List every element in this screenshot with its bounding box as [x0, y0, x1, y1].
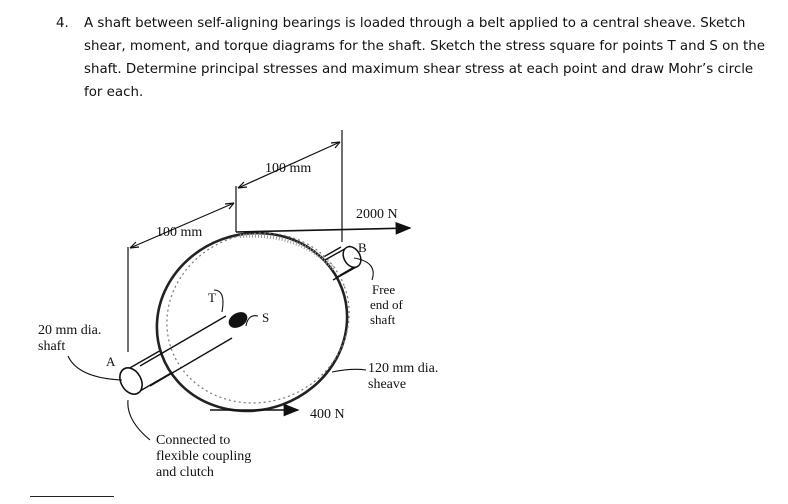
- sheave-dia-label-2: sheave: [368, 377, 407, 392]
- point-s-label: S: [262, 310, 270, 325]
- coupling-label-3: and clutch: [156, 465, 214, 480]
- force-arrow-2000n: [236, 228, 410, 232]
- footnote-rule: [30, 496, 114, 497]
- force-top-label: 2000 N: [356, 207, 398, 222]
- point-a-label: A: [106, 354, 116, 369]
- shaft-dia-label-1: 20 mm dia.: [38, 323, 102, 338]
- dim-left-label: 100 mm: [156, 225, 203, 240]
- shaft-dia-label-2: shaft: [38, 339, 66, 354]
- coupling-label-2: flexible coupling: [156, 449, 252, 464]
- point-t-label: T: [208, 290, 216, 305]
- problem-number: 4.: [56, 16, 69, 31]
- free-end-label-1: Free: [372, 282, 396, 297]
- free-end-label-2: end of: [370, 297, 403, 312]
- problem-text: A shaft between self-aligning bearings is loaded through a belt applied to a central sheave. Sketch shear, moment, and torque diagrams for the shaft. Sketch the stress square for points T and S on the shaft. Determine principal stresses and maximum shear stress at each point and draw Mohr’s circle for each.: [84, 16, 766, 100]
- coupling-label-1: Connected to: [156, 433, 231, 448]
- dim-top-label: 100 mm: [265, 161, 312, 176]
- sheave-dia-label-1: 120 mm dia.: [368, 361, 439, 376]
- shaft-end-a: [115, 364, 146, 398]
- sheave: [132, 206, 373, 437]
- force-bottom-label: 400 N: [310, 407, 345, 422]
- free-end-label-3: shaft: [370, 312, 396, 327]
- point-b-label: B: [358, 240, 367, 255]
